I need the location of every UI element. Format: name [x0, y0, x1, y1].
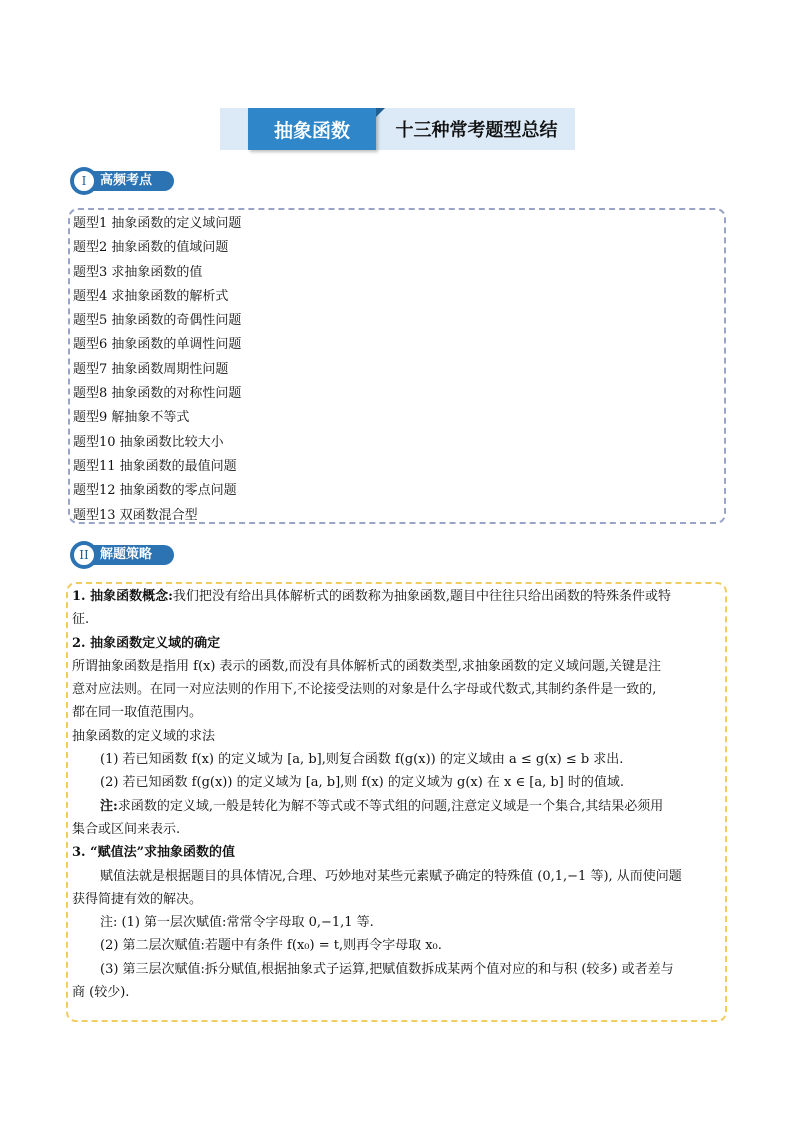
text-line: 意对应法则。在同一对应法则的作用下,不论接受法则的对象是什么字母或代数式,其制约条件是一致的,	[72, 682, 657, 698]
text-line: 征.	[72, 612, 90, 628]
list-item: 题型10 抽象函数比较大小	[73, 434, 224, 450]
list-item: 题型7 抽象函数周期性问题	[73, 361, 229, 377]
title-sub: 十三种常考题型总结	[395, 120, 558, 141]
text-line: 注: (1) 第一层次赋值:常常令字母取 0,−1,1 等.	[100, 915, 374, 931]
section-number: II	[73, 544, 95, 566]
text-line: 获得简捷有效的解决。	[72, 891, 203, 907]
text-line: 商 (较少).	[72, 985, 130, 1001]
section-label: 高频考点	[82, 171, 174, 191]
list-item: 题型13 双函数混合型	[73, 507, 198, 523]
list-item: 题型9 解抽象不等式	[73, 410, 190, 426]
heading: 2. 抽象函数定义域的确定	[72, 635, 221, 651]
section-header-strategy	[70, 541, 175, 569]
text: 我们把没有给出具体解析式的函数称为抽象函数,题目中往往只给出函数的特殊条件或特	[172, 589, 672, 604]
list-item: 题型1 抽象函数的定义域问题	[73, 216, 242, 231]
section-number: I	[73, 170, 95, 192]
section-number-badge	[70, 541, 98, 569]
text: 求函数的定义域,一般是转化为解不等式或不等式组的问题,注意定义域是一个集合,其结果必须用	[117, 798, 664, 814]
list-item: 题型8 抽象函数的对称性问题	[73, 386, 242, 402]
heading: 1. 抽象函数概念:	[72, 589, 173, 604]
section-number-badge	[70, 167, 98, 195]
list-item: 题型2 抽象函数的值域问题	[73, 240, 229, 256]
heading: 3. “赋值法”求抽象函数的值	[72, 845, 236, 861]
type-list	[73, 212, 241, 528]
title-banner	[220, 108, 575, 150]
text-line: 所谓抽象函数是指用 f(x) 表示的函数,而没有具体解析式的函数类型,求抽象函数的定义域问题,关键是注	[72, 658, 661, 674]
list-item: 题型6 抽象函数的单调性问题	[73, 337, 242, 353]
list-item: 题型11 抽象函数的最值问题	[73, 458, 237, 474]
note-line	[72, 795, 722, 818]
note-label: 注:	[100, 798, 118, 814]
text-line: (2) 若已知函数 f(g(x)) 的定义域为 [a, b],则 f(x) 的定义域为 g(x) 在 x ∈ [a, b] 时的值域.	[100, 775, 625, 791]
list-item: 题型12 抽象函数的零点问题	[73, 483, 237, 499]
strategy-content	[72, 585, 722, 1004]
text-line: (2) 第二层次赋值:若题中有条件 f(x₀) = t,则再令字母取 x₀.	[100, 938, 442, 954]
text-line: 都在同一取值范围内。	[72, 705, 203, 721]
paragraph-concept	[72, 585, 722, 608]
list-item: 题型4 求抽象函数的解析式	[73, 288, 229, 304]
text-line: 集合或区间来表示.	[72, 821, 181, 837]
text-line: (1) 若已知函数 f(x) 的定义域为 [a, b],则复合函数 f(g(x)) 的定义域由 a ≤ g(x) ≤ b 求出.	[100, 752, 624, 768]
list-item: 题型5 抽象函数的奇偶性问题	[73, 313, 242, 329]
title-main: 抽象函数	[248, 108, 376, 150]
text-line: 抽象函数的定义域的求法	[72, 728, 216, 744]
text-line: (3) 第三层次赋值:拆分赋值,根据抽象式子运算,把赋值数拆成某两个值对应的和与积 (较多) 或者差与	[100, 961, 674, 977]
section-header-frequent	[70, 167, 175, 195]
list-item: 题型3 求抽象函数的值	[73, 264, 203, 280]
section-label: 解题策略	[82, 545, 174, 565]
text-line: 赋值法就是根据题目的具体情况,合理、巧妙地对某些元素赋予确定的特殊值 (0,1,−1 等), 从而使问题	[100, 868, 682, 884]
